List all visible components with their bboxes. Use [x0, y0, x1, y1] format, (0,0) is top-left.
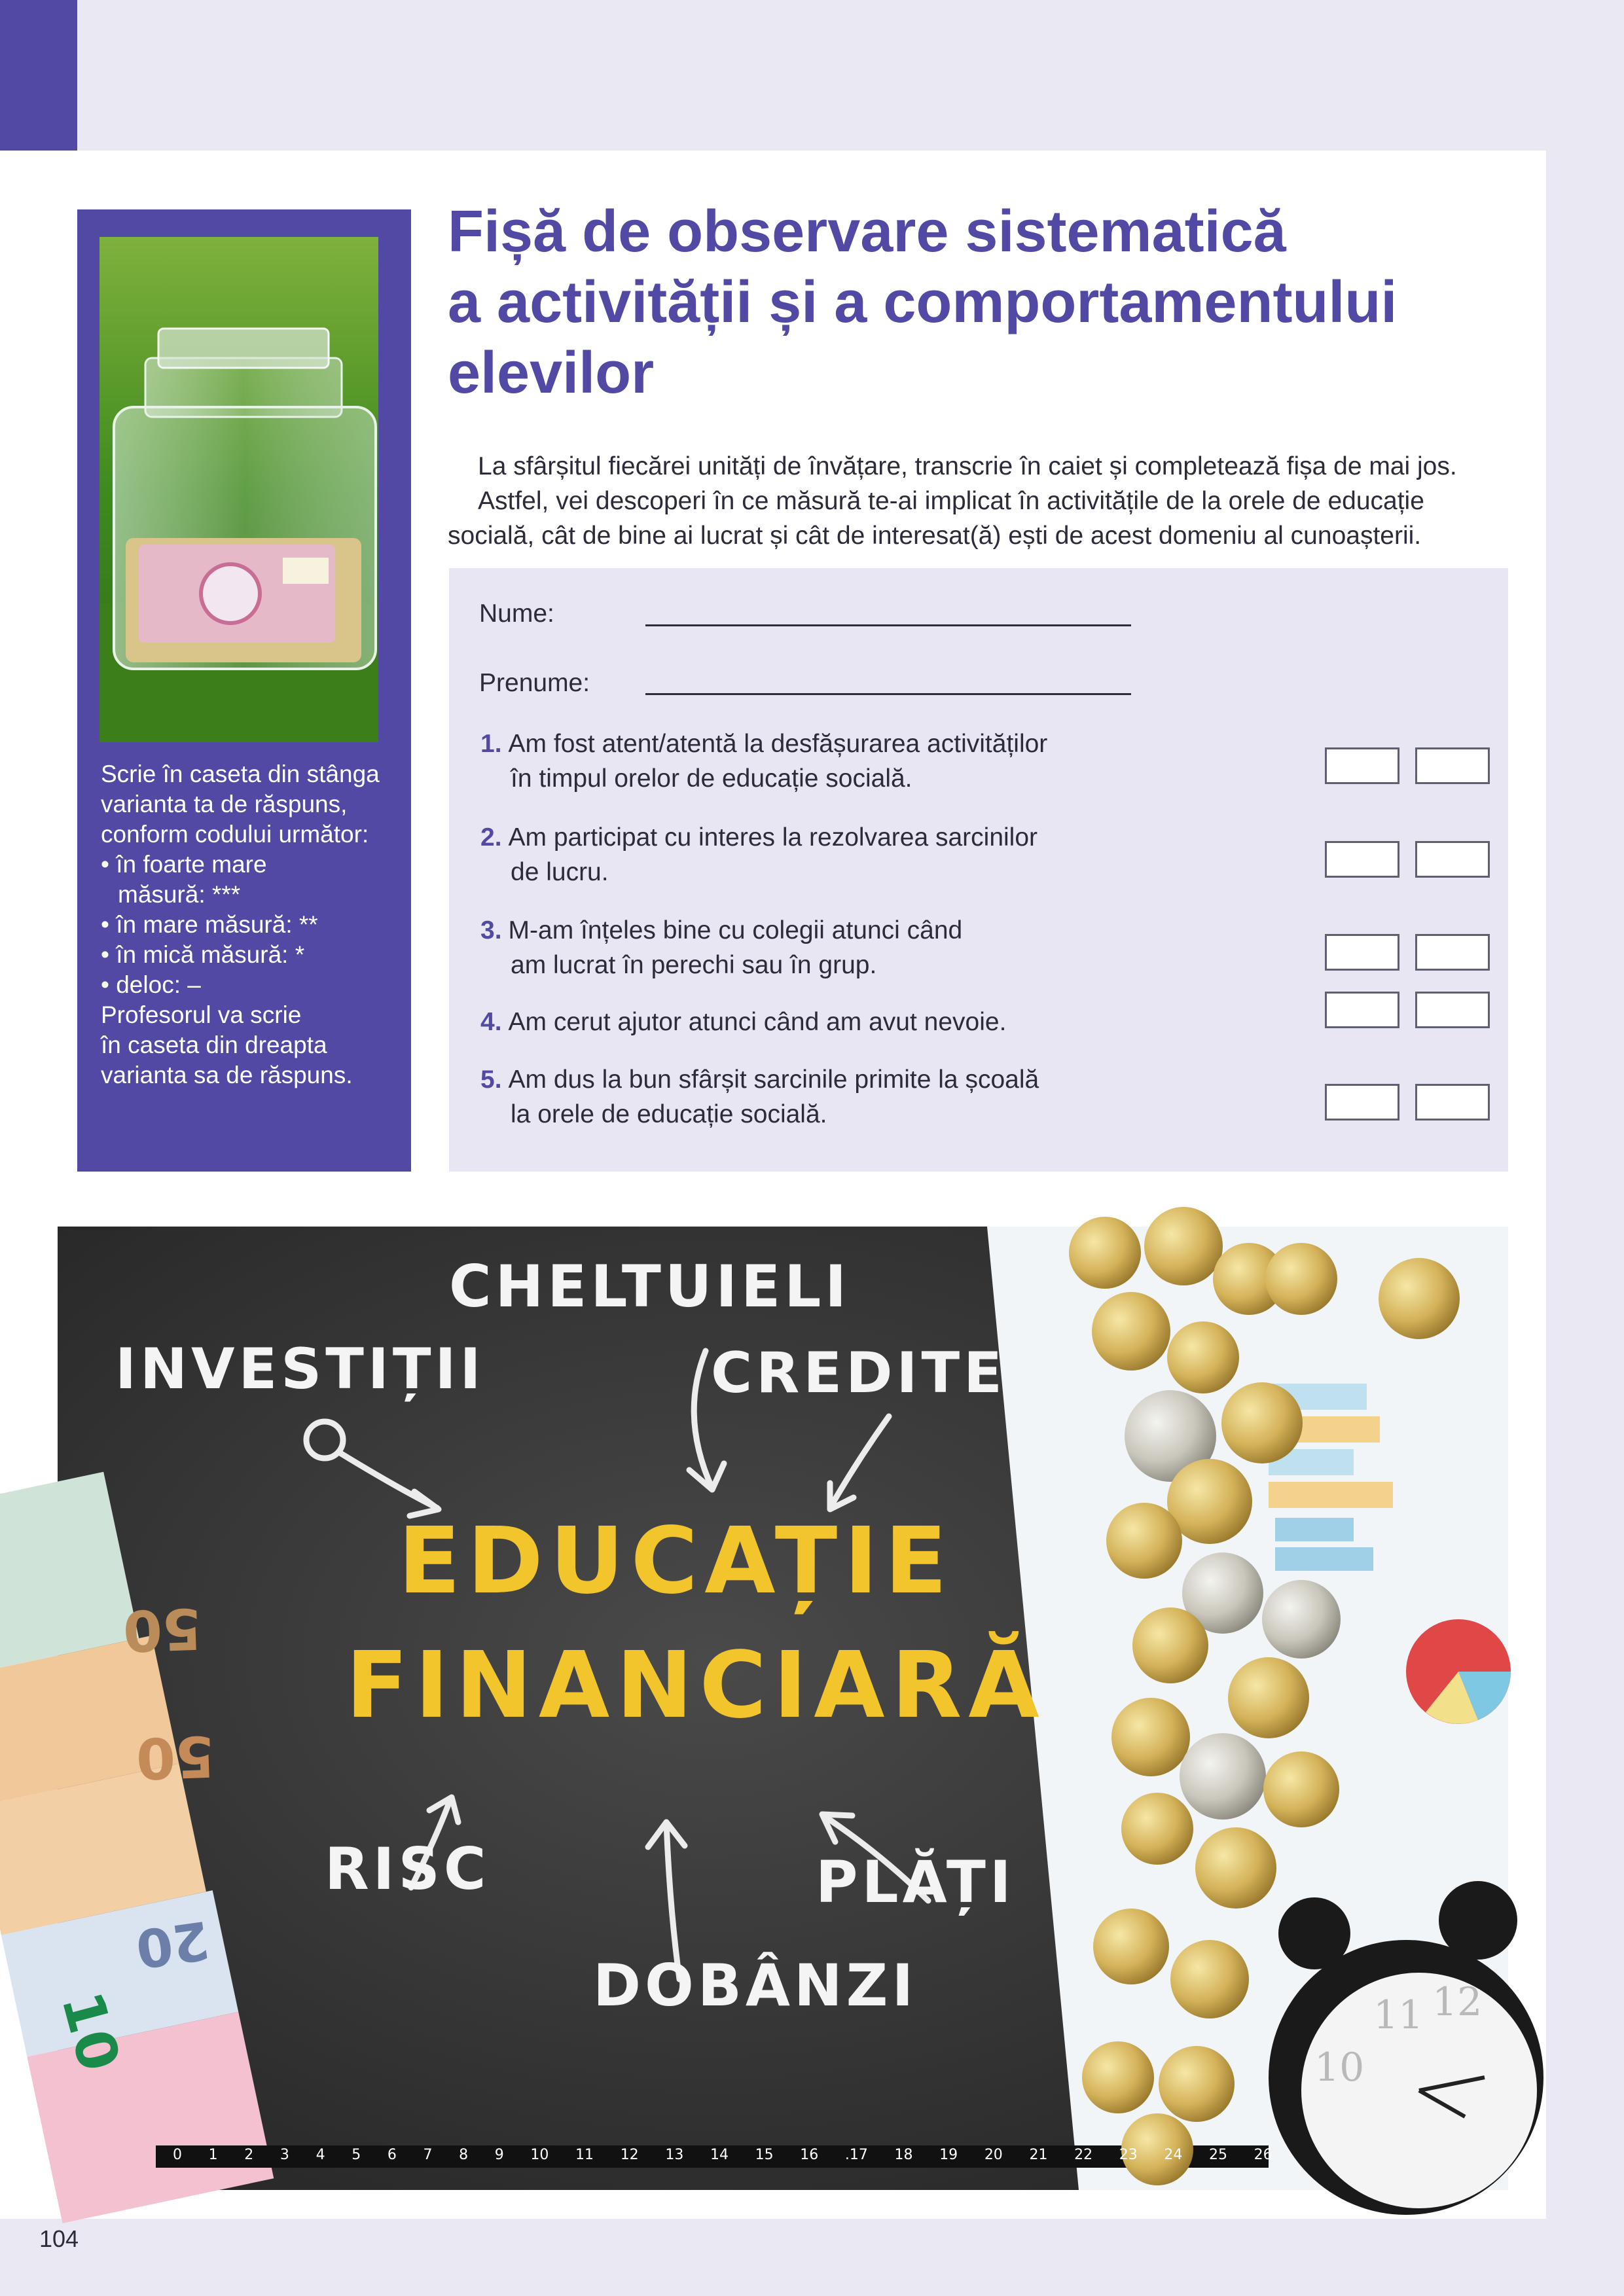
banknote-label: 50 — [135, 1722, 216, 1791]
teacher-answer-box[interactable] — [1415, 841, 1490, 878]
title-line: elevilor — [448, 340, 655, 406]
ruler-number: 22 — [1074, 2147, 1093, 2163]
name-label: Nume: — [479, 600, 554, 628]
ruler-number: 19 — [939, 2147, 958, 2163]
student-answer-box[interactable] — [1325, 992, 1399, 1028]
student-answer-box[interactable] — [1325, 747, 1399, 784]
ruler-number: .17 — [844, 2147, 868, 2163]
sidebar-line: varianta ta de răspuns, — [101, 791, 348, 817]
question-number: 3. — [480, 916, 502, 944]
ruler-number: 4 — [316, 2147, 325, 2163]
clock-numeral: 11 — [1373, 1992, 1424, 2038]
ruler-number: 18 — [894, 2147, 913, 2163]
ruler-number: 5 — [352, 2147, 361, 2163]
question-text: la orele de educație socială. — [511, 1100, 827, 1128]
title-line: a activității și a comportamentului — [448, 270, 1398, 335]
page-title — [448, 196, 1508, 408]
question-text: Am fost atent/atentă la desfășurarea activităților — [508, 730, 1048, 758]
chalk-word-risc: RISC — [325, 1835, 490, 1903]
sidebar-line: Scrie în caseta din stânga — [101, 761, 380, 787]
jar-illustration — [99, 237, 378, 742]
teacher-answer-box[interactable] — [1415, 934, 1490, 971]
question-text: Am cerut ajutor atunci când am avut nevoie. — [508, 1008, 1007, 1036]
ruler-number: 25 — [1209, 2147, 1228, 2163]
jar-of-money-image — [99, 237, 378, 742]
question-item — [480, 913, 962, 982]
student-answer-box[interactable] — [1325, 934, 1399, 971]
intro-line: Astfel, vei descoperi în ce măsură te-ai implicat în activitățile de la orele de educație — [478, 487, 1424, 515]
sidebar-line: varianta sa de răspuns. — [101, 1062, 353, 1088]
ruler-number: 9 — [494, 2147, 504, 2163]
financial-education-poster — [48, 1227, 1508, 2190]
question-number: 1. — [480, 730, 502, 758]
teacher-answer-box[interactable] — [1415, 1084, 1490, 1121]
code-bullet: • în mare măsură: ** — [101, 910, 389, 940]
question-item — [480, 820, 1038, 889]
ruler-number: 3 — [280, 2147, 289, 2163]
question-item — [480, 726, 1047, 796]
code-bullet-cont: măsură: *** — [118, 881, 241, 908]
ruler-number: 23 — [1119, 2147, 1138, 2163]
question-item — [480, 1005, 1006, 1039]
question-number: 4. — [480, 1008, 502, 1036]
chalk-word-educatie: EDUCAȚIE — [398, 1508, 954, 1615]
ruler-number: 0 — [173, 2147, 182, 2163]
teacher-answer-box[interactable] — [1415, 992, 1490, 1028]
ruler-number: 12 — [620, 2147, 639, 2163]
surname-label: Prenume: — [479, 669, 590, 697]
intro-line: La sfârșitul fiecărei unități de învățare, transcrie în caiet și completează fișa de mai jos. — [478, 452, 1457, 480]
intro-line: socială, cât de bine ai lucrat și cât de interesat(ă) ești de acest domeniu al cunoașterii. — [448, 522, 1422, 550]
clock-numeral: 12 — [1432, 1979, 1483, 2025]
code-bullet: • în foarte mare — [101, 850, 389, 880]
chalk-word-cheltuieli: CHELTUIELI — [449, 1253, 851, 1320]
ruler-number: 15 — [755, 2147, 774, 2163]
question-text: Am dus la bun sfârșit sarcinile primite la școală — [508, 1066, 1039, 1094]
ruler-number: 13 — [665, 2147, 684, 2163]
question-text: în timpul orelor de educație socială. — [511, 764, 912, 793]
sidebar-line: Profesorul va scrie — [101, 1001, 302, 1028]
page-number: 104 — [39, 2225, 79, 2252]
sidebar-instructions — [101, 759, 389, 1090]
code-bullet: • deloc: – — [101, 970, 389, 1000]
code-bullet: • în mică măsură: * — [101, 940, 389, 970]
ruler-number: 7 — [423, 2147, 433, 2163]
question-text: de lucru. — [511, 858, 609, 886]
clock-numeral: 10 — [1314, 2045, 1365, 2090]
chalk-word-financiara: FINANCIARĂ — [346, 1632, 1046, 1739]
ruler-number: 11 — [575, 2147, 594, 2163]
ruler-number: 20 — [984, 2147, 1003, 2163]
sidebar-line: în caseta din dreapta — [101, 1031, 327, 1058]
question-number: 5. — [480, 1066, 502, 1094]
student-answer-box[interactable] — [1325, 1084, 1399, 1121]
chalk-word-dobanzi: DOBÂNZI — [593, 1952, 918, 2019]
chalk-word-investitii: INVESTIȚII — [115, 1336, 485, 1402]
ruler-number: 21 — [1029, 2147, 1048, 2163]
ruler-number: 8 — [459, 2147, 469, 2163]
surname-field[interactable] — [645, 693, 1131, 695]
ruler-number: 26 — [1254, 2147, 1272, 2163]
banknote-label: 20 — [132, 1909, 213, 1980]
chalk-word-plati: PLĂȚI — [816, 1848, 1015, 1916]
ruler-number: 6 — [387, 2147, 397, 2163]
ruler-number: 1 — [208, 2147, 218, 2163]
ruler-number: 10 — [530, 2147, 549, 2163]
ruler-scale — [173, 2147, 1272, 2166]
corner-tab — [0, 0, 77, 151]
title-line: Fișă de observare sistematică — [448, 199, 1286, 264]
question-text: am lucrat în perechi sau în grup. — [511, 951, 877, 979]
teacher-answer-box[interactable] — [1415, 747, 1490, 784]
question-text: M-am înțeles bine cu colegii atunci când — [508, 916, 963, 944]
question-text: Am participat cu interes la rezolvarea sarcinilor — [508, 823, 1038, 852]
student-answer-box[interactable] — [1325, 841, 1399, 878]
banknote-label: 50 — [122, 1594, 203, 1664]
name-field[interactable] — [645, 624, 1131, 626]
banknote-label: 10 — [48, 1985, 132, 2078]
intro-paragraph — [448, 449, 1495, 553]
ruler-number: 16 — [800, 2147, 819, 2163]
chalk-word-credite: CREDITE — [711, 1340, 1006, 1406]
question-item — [480, 1062, 1039, 1132]
question-number: 2. — [480, 823, 502, 852]
sidebar-line: conform codului următor: — [101, 821, 369, 848]
ruler-number: 2 — [244, 2147, 254, 2163]
ruler-number: 14 — [710, 2147, 729, 2163]
ruler-number: 24 — [1164, 2147, 1183, 2163]
